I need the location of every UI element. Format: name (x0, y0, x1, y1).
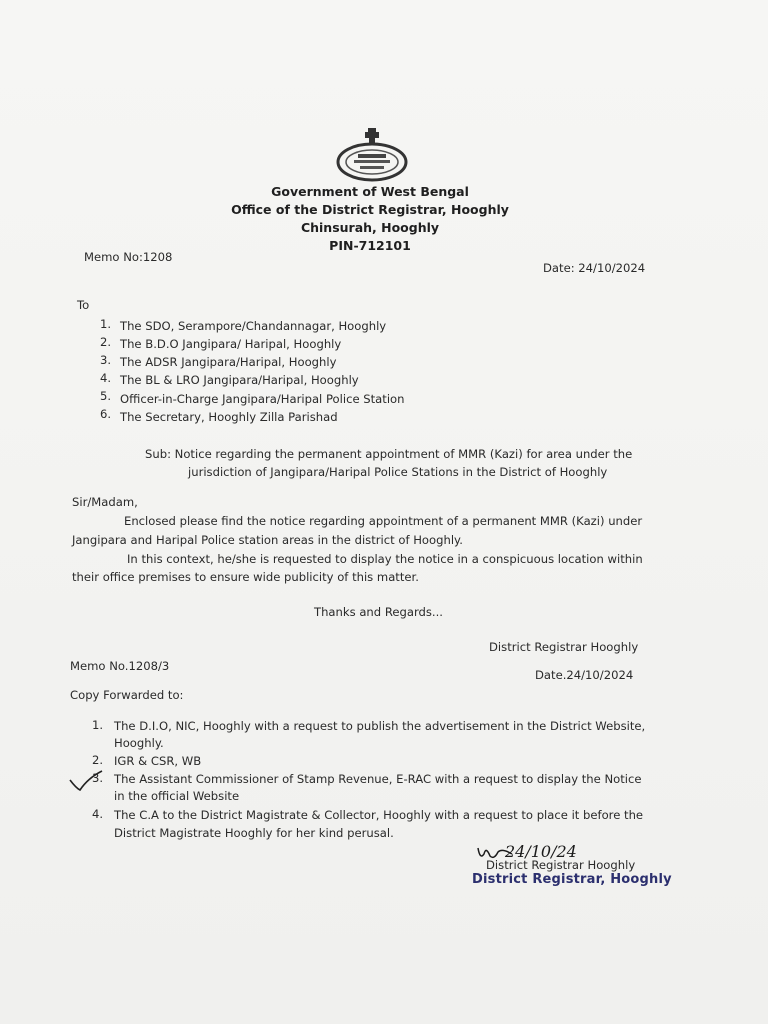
subject-line-1: Sub: Notice regarding the permanent appointment of MMR (Kazi) for area under the (145, 447, 633, 461)
copy-item-line-1: The Assistant Commissioner of Stamp Revenue, E-RAC with a request to display the Notice (114, 772, 642, 786)
salutation: Sir/Madam, (72, 495, 138, 509)
state-emblem-icon (334, 128, 410, 184)
recipient-item: The ADSR Jangipara/Haripal, Hooghly (120, 355, 337, 369)
body-paragraph-2-line-2: their office premises to ensure wide publicity of this matter. (72, 570, 419, 584)
header-government: Government of West Bengal (271, 184, 469, 199)
recipient-item: The BL & LRO Jangipara/Haripal, Hooghly (120, 373, 359, 387)
copy-item-line-2: in the official Website (114, 789, 240, 803)
copy-number: 2. (92, 753, 104, 767)
signatory-title: District Registrar Hooghly (489, 640, 639, 654)
signature-date: 24/10/24 (505, 842, 577, 861)
header-pin: PIN-712101 (329, 238, 411, 253)
header-location: Chinsurah, Hooghly (300, 220, 440, 235)
body-paragraph-1-line-2: Jangipara and Haripal Police station areas in the district of Hooghly. (72, 533, 463, 547)
to-label: To (77, 298, 90, 312)
memo-number-copy: Memo No.1208/3 (70, 659, 170, 673)
closing-remark: Thanks and Regards... (314, 605, 443, 619)
recipient-number: 6. (100, 407, 112, 421)
recipient-number: 5. (100, 389, 112, 403)
body-paragraph-2-line-1: In this context, he/she is requested to display the notice in a conspicuous location within (127, 552, 643, 566)
copy-item-line-1: IGR & CSR, WB (114, 754, 202, 768)
header-office: Office of the District Registrar, Hooghly (231, 202, 509, 217)
copy-number: 4. (92, 807, 104, 821)
recipient-item: Officer-in-Charge Jangipara/Haripal Police Station (120, 392, 405, 406)
handwritten-check-icon (68, 768, 104, 794)
body-paragraph-1-line-1: Enclosed please find the notice regarding appointment of a permanent MMR (Kazi) under (124, 514, 643, 528)
subject-line-2: jurisdiction of Jangipara/Haripal Police Stations in the District of Hooghly (188, 465, 608, 479)
recipient-number: 2. (100, 335, 112, 349)
copy-item-line-1: The C.A to the District Magistrate & Collector, Hooghly with a request to place it before the (114, 808, 644, 822)
recipient-item: The B.D.O Jangipara/ Haripal, Hooghly (120, 337, 342, 351)
official-stamp: District Registrar, Hooghly (472, 872, 672, 887)
recipient-item: The Secretary, Hooghly Zilla Parishad (120, 410, 338, 424)
recipient-item: The SDO, Serampore/Chandannagar, Hooghly (120, 319, 387, 333)
signatory-title-2: District Registrar Hooghly (486, 858, 636, 872)
memo-date: Date: 24/10/2024 (543, 261, 646, 275)
memo-date-copy: Date.24/10/2024 (535, 668, 634, 682)
copy-item-line-2: Hooghly. (114, 736, 164, 750)
copy-item-line-2: District Magistrate Hooghly for her kind perusal. (114, 826, 394, 840)
recipient-number: 1. (100, 317, 112, 331)
recipient-number: 3. (100, 353, 112, 367)
copy-forwarded-label: Copy Forwarded to: (70, 688, 184, 702)
memo-number: Memo No:1208 (84, 250, 173, 264)
copy-number: 1. (92, 718, 104, 732)
recipient-number: 4. (100, 371, 112, 385)
copy-item-line-1: The D.I.O, NIC, Hooghly with a request to publish the advertisement in the District Website, (114, 719, 646, 733)
copy-number: 3. (92, 771, 104, 785)
